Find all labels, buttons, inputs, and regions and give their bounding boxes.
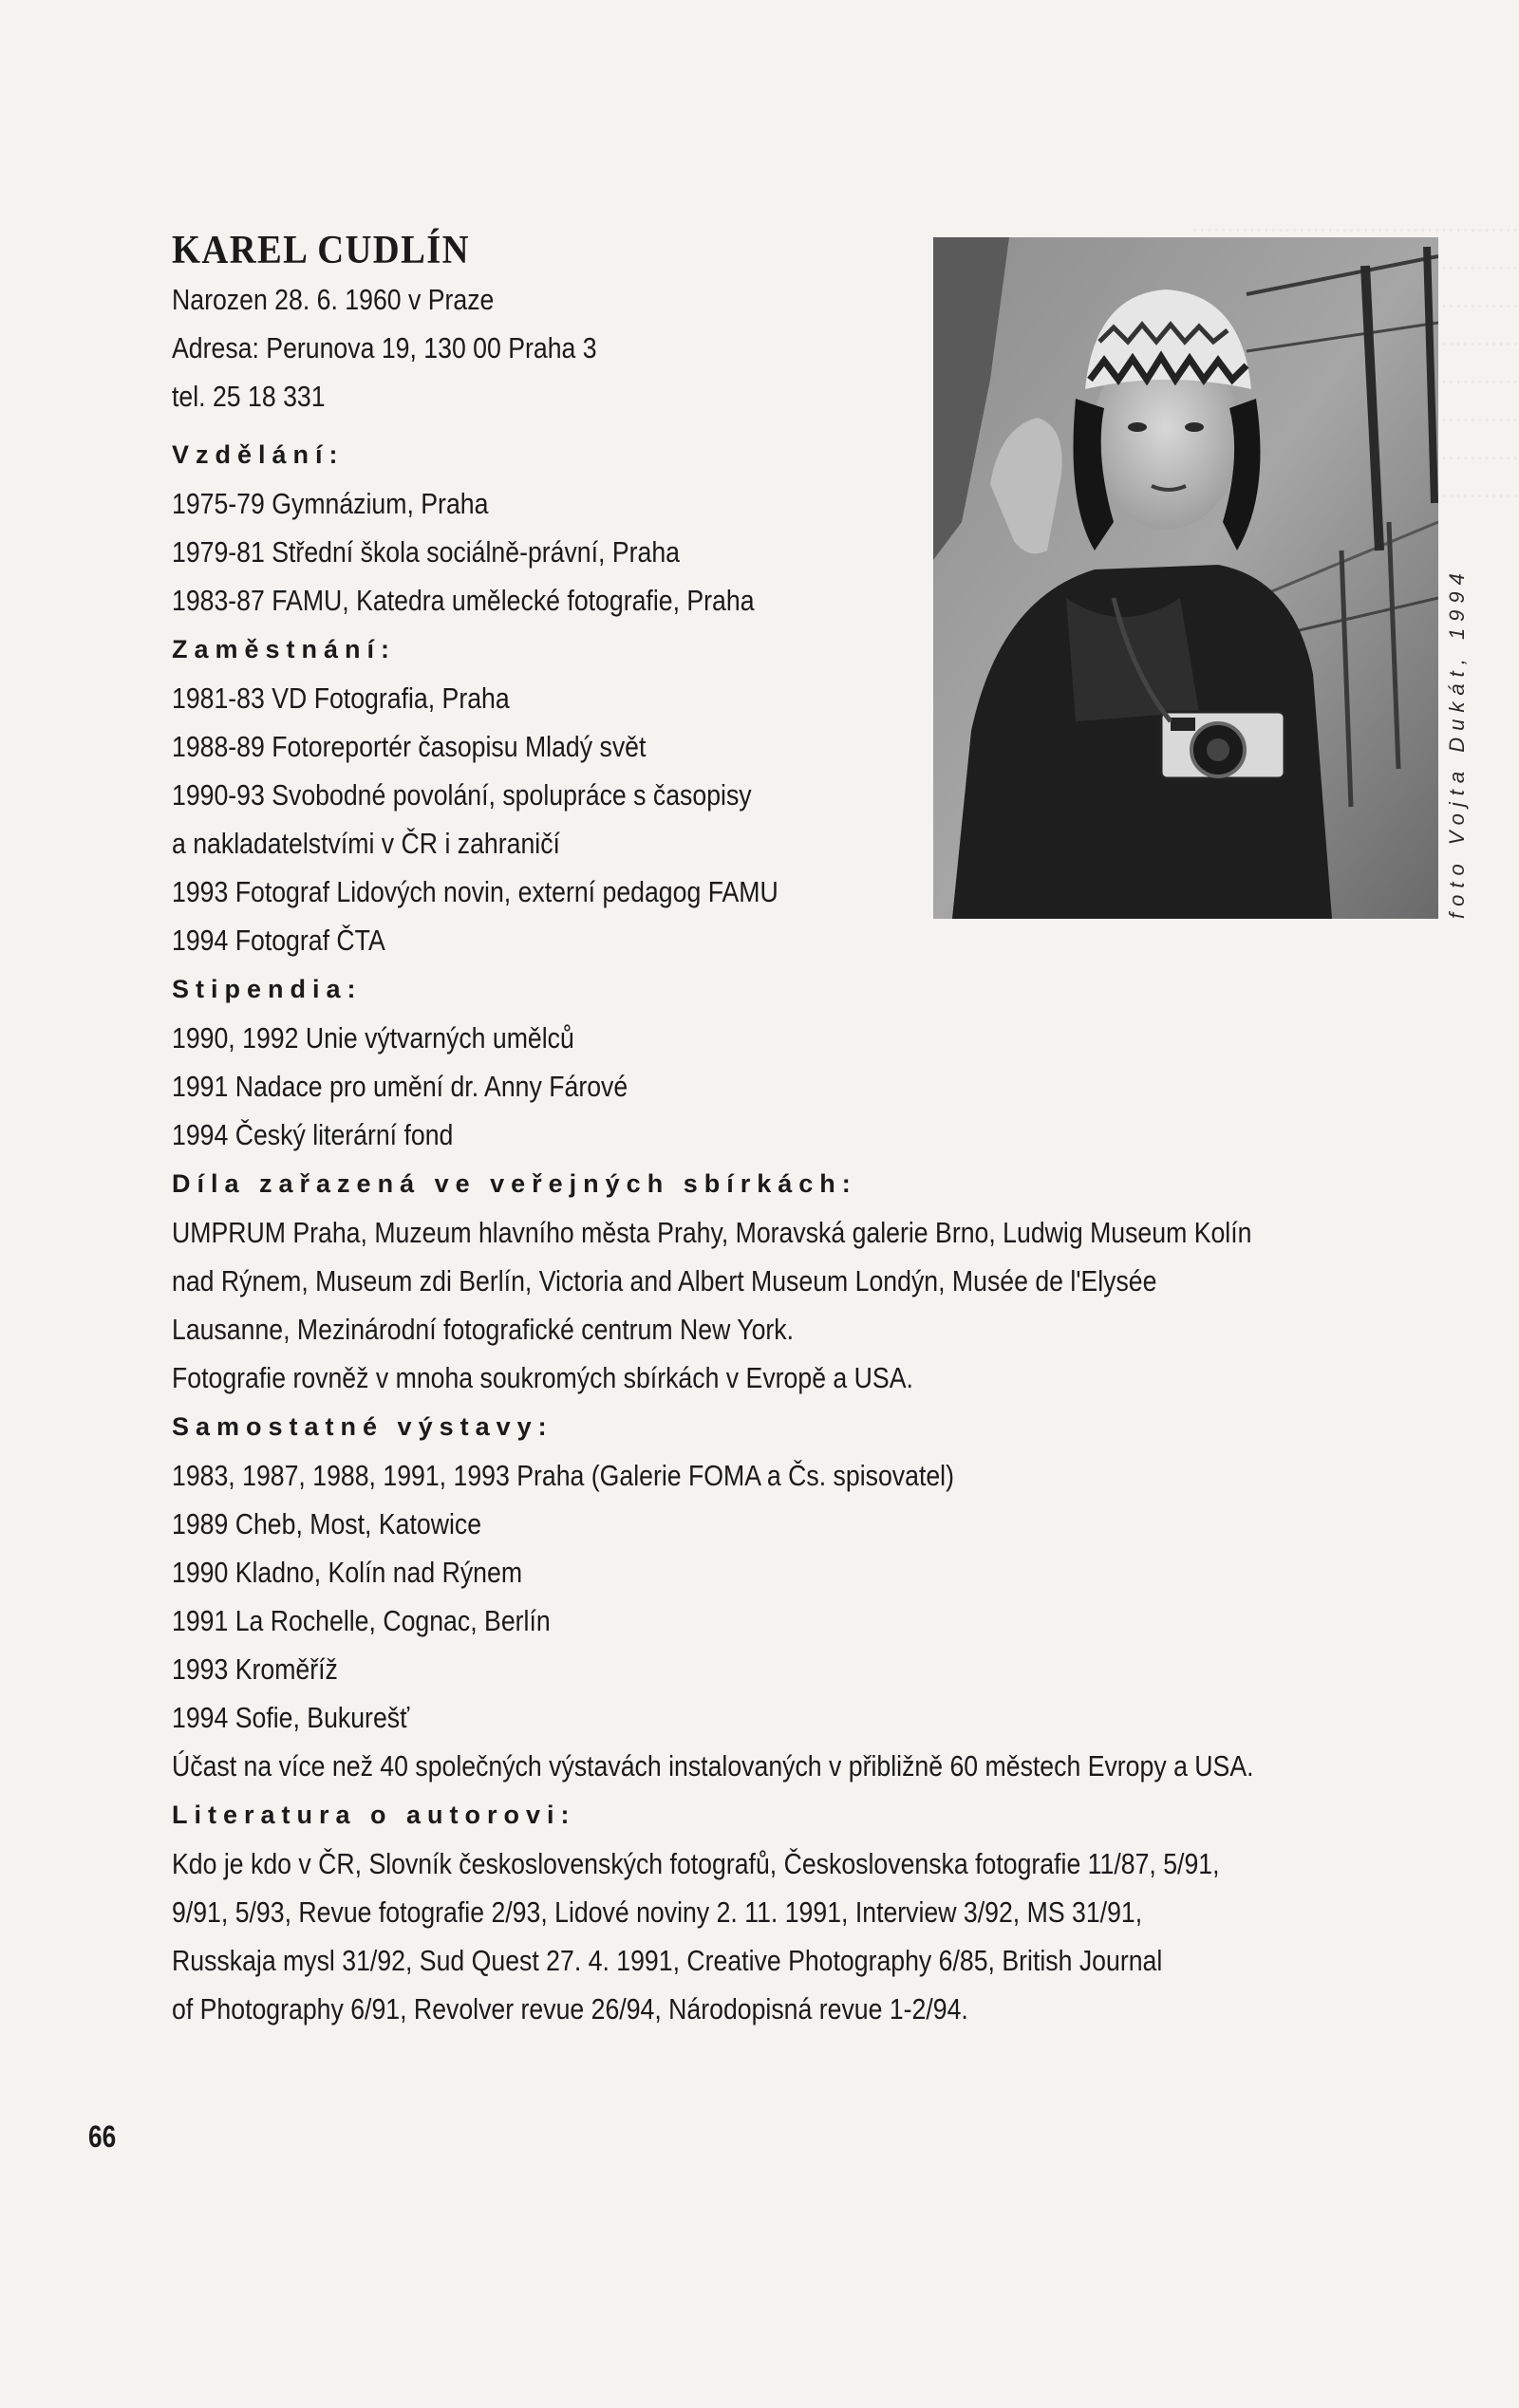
author-name: KAREL CUDLÍN (172, 229, 470, 272)
collections-item: nad Rýnem, Museum zdi Berlín, Victoria and Albert Museum Londýn, Musée de l'Elysée (172, 1264, 1157, 1297)
collections-heading: Díla zařazená ve veřejných sbírkách: (172, 1169, 857, 1198)
address-info: Adresa: Perunova 19, 130 00 Praha 3 (172, 331, 597, 364)
scholarship-item: 1991 Nadace pro umění dr. Anny Fárové (172, 1070, 628, 1103)
literature-heading: Literatura o autorovi: (172, 1801, 576, 1829)
exhibition-item: 1993 Kroměříž (172, 1652, 338, 1686)
collections-item: UMPRUM Praha, Muzeum hlavního města Prahy, Moravská galerie Brno, Ludwig Museum Kolín (172, 1216, 1252, 1249)
portrait-illustration (933, 237, 1438, 919)
literature-item: Russkaja mysl 31/92, Sud Quest 27. 4. 1991, Creative Photography 6/85, British Journal (172, 1944, 1163, 1977)
exhibition-item: 1990 Kladno, Kolín nad Rýnem (172, 1556, 523, 1589)
exhibition-item: 1983, 1987, 1988, 1991, 1993 Praha (Galerie FOMA a Čs. spisovatel) (172, 1459, 954, 1492)
page-number: 66 (88, 2119, 117, 2154)
phone-info: tel. 25 18 331 (172, 380, 326, 413)
exhibition-item: 1991 La Rochelle, Cognac, Berlín (172, 1604, 551, 1637)
author-portrait-photo (933, 237, 1438, 919)
education-item: 1979-81 Střední škola sociálně-právní, Praha (172, 535, 681, 569)
education-item: 1983-87 FAMU, Katedra umělecké fotografie, Praha (172, 584, 755, 617)
education-heading: Vzdělání: (172, 440, 345, 469)
employment-item: a nakladatelstvími v ČR i zahraničí (172, 827, 560, 860)
scholarship-item: 1994 Český literární fond (172, 1118, 454, 1151)
scholarship-item: 1990, 1992 Unie výtvarných umělců (172, 1021, 574, 1055)
collections-item: Lausanne, Mezinárodní fotografické centrum New York. (172, 1313, 795, 1346)
employment-item: 1993 Fotograf Lidových novin, externí pedagog FAMU (172, 875, 778, 908)
literature-item: 9/91, 5/93, Revue fotografie 2/93, Lidové noviny 2. 11. 1991, Interview 3/92, MS 31/91, (172, 1895, 1143, 1929)
exhibitions-heading: Samostatné výstavy: (172, 1412, 553, 1441)
employment-item: 1990-93 Svobodné povolání, spolupráce s časopisy (172, 778, 752, 812)
exhibition-item: 1989 Cheb, Most, Katowice (172, 1507, 482, 1540)
literature-item: Kdo je kdo v ČR, Slovník československých fotografů, Československa fotografie 11/87, 5/91, (172, 1847, 1220, 1880)
collections-item: Fotografie rovněž v mnoha soukromých sbírkách v Evropě a USA. (172, 1361, 913, 1394)
employment-item: 1994 Fotograf ČTA (172, 924, 385, 957)
scholarships-heading: Stipendia: (172, 975, 363, 1003)
photo-credit: foto Vojta Dukát, 1994 (1445, 567, 1469, 919)
employment-heading: Zaměstnání: (172, 635, 397, 663)
employment-item: 1981-83 VD Fotografia, Praha (172, 681, 510, 715)
exhibition-item: 1994 Sofie, Bukurešť (172, 1701, 410, 1734)
exhibition-item: Účast na více než 40 společných výstavách instalovaných v přibližně 60 městech Evropy a USA. (172, 1749, 1254, 1783)
literature-item: of Photography 6/91, Revolver revue 26/94, Národopisná revue 1-2/94. (172, 1992, 968, 2025)
education-item: 1975-79 Gymnázium, Praha (172, 487, 489, 520)
birth-info: Narozen 28. 6. 1960 v Praze (172, 283, 495, 316)
employment-item: 1988-89 Fotoreportér časopisu Mladý svět (172, 730, 647, 763)
